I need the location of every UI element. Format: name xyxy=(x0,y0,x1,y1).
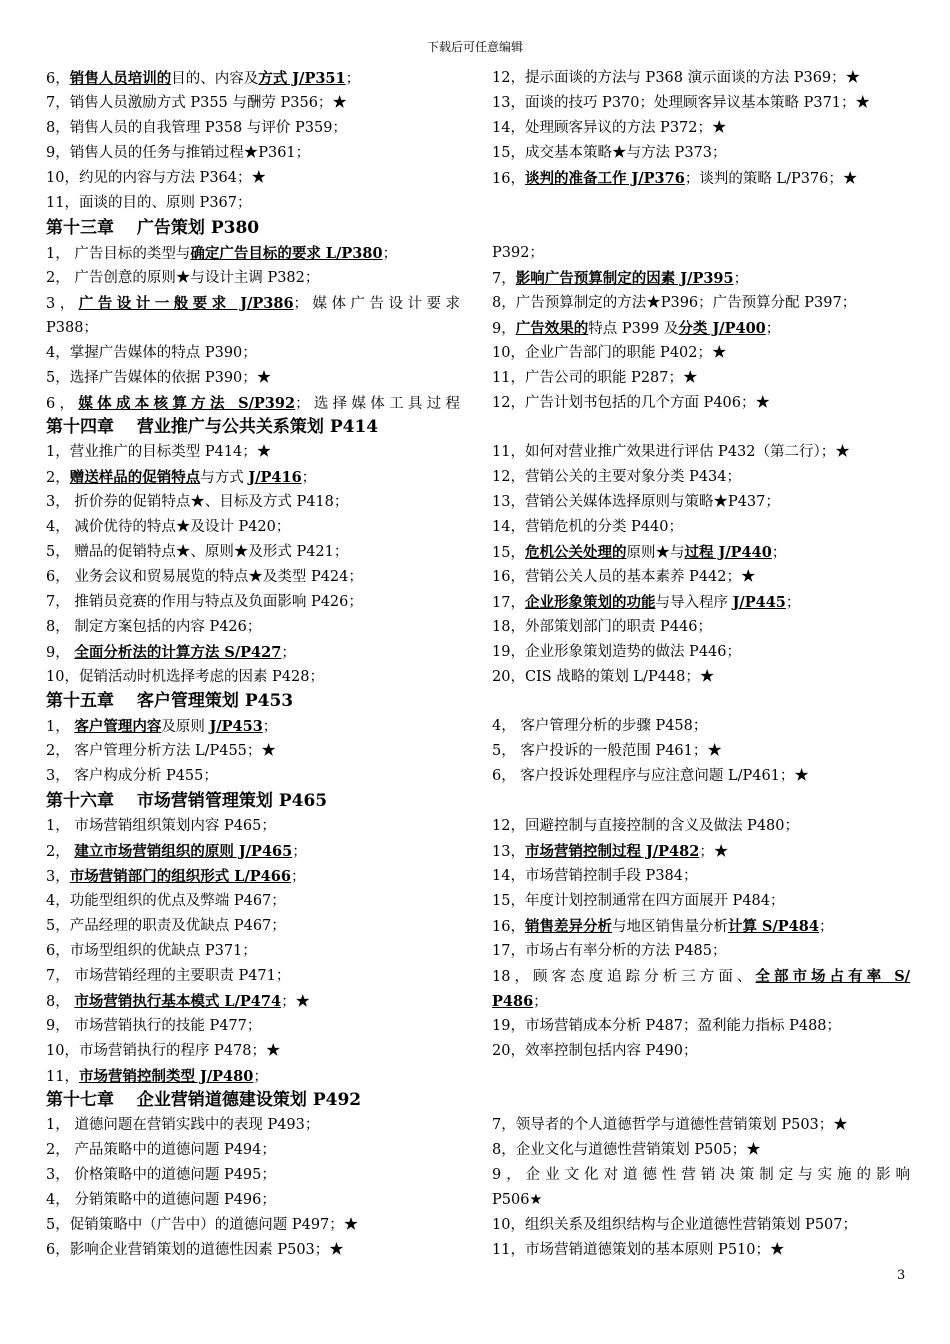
line-text: 9，销售人员的任务与推销过程★P361； xyxy=(46,145,311,161)
line-text: 3， 价格策略中的道德问题 P495； xyxy=(46,1167,276,1183)
line-text: ； xyxy=(382,246,398,262)
key-term: 建立市场营销组织的原则 J/P465 xyxy=(74,843,293,860)
line-text: 1，营业推广的目标类型 P414；★ xyxy=(46,444,272,460)
key-term: J/P453 xyxy=(209,718,263,735)
left-column-line xyxy=(46,714,460,739)
line-text: 3， xyxy=(46,869,70,885)
left-column-line xyxy=(46,1188,460,1213)
line-text: 16， xyxy=(492,919,525,935)
line-text: 1， 广告目标的类型与 xyxy=(46,246,191,262)
key-term: 分类 J/P400 xyxy=(678,320,766,337)
line-text: 7， 推销员竞赛的作用与特点及负面影响 P426； xyxy=(46,594,363,610)
line-text: 12，提示面谈的方法与 P368 演示面谈的方法 P369；★ xyxy=(492,70,861,86)
line-text: 3， 客户构成分析 P455； xyxy=(46,768,218,784)
key-term: 广告效果的 xyxy=(515,320,589,337)
line-text: 2， xyxy=(46,844,75,860)
line-text: 8，企业文化与道德性营销策划 P505；★ xyxy=(492,1142,761,1158)
line-text: 9， xyxy=(492,321,516,337)
left-column-line xyxy=(46,565,460,590)
line-text: 10，约见的内容与方法 P364；★ xyxy=(46,170,266,186)
right-column-line xyxy=(492,91,910,116)
right-column-line xyxy=(492,465,910,490)
line-text: 及原则 xyxy=(161,719,210,735)
line-text: ； xyxy=(253,1069,268,1085)
left-column-line xyxy=(46,1014,460,1039)
left-column-line xyxy=(46,939,460,964)
line-text: 18，顾客态度追踪分析三方面、 xyxy=(492,969,756,985)
line-text: 第十五章 客户管理策划 P453 xyxy=(46,691,294,711)
left-column-line xyxy=(46,590,460,615)
line-text: 2， 广告创意的原则★与设计主调 P382； xyxy=(46,270,320,286)
line-text: 8，销售人员的自我管理 P358 与评价 P359； xyxy=(46,120,347,136)
line-text: ； xyxy=(733,271,749,287)
line-text: 19，市场营销成本分析 P487；盈利能力指标 P488； xyxy=(492,1018,842,1034)
chapter-heading xyxy=(46,414,378,440)
left-column-line xyxy=(46,615,460,640)
right-column-line xyxy=(492,914,910,939)
left-column-line xyxy=(46,440,460,465)
line-text: ； xyxy=(301,470,317,486)
line-text: 与导入程序 xyxy=(655,595,733,611)
key-term: 赠送样品的促销特点 xyxy=(69,469,201,486)
line-text: 6， xyxy=(46,396,79,412)
right-column-line xyxy=(492,391,910,416)
line-text: ； xyxy=(785,595,801,611)
right-column-line xyxy=(492,540,910,565)
line-text: 原则★与 xyxy=(626,545,685,561)
left-column-line xyxy=(46,266,460,291)
line-text: 16， xyxy=(492,171,525,187)
line-text: 与方式 xyxy=(200,470,249,486)
line-text: 12，营销公关的主要对象分类 P434； xyxy=(492,469,741,485)
right-column-line xyxy=(492,1163,910,1188)
line-text: 5， 客户投诉的一般范围 P461；★ xyxy=(492,743,722,759)
line-text: 19，企业形象策划造势的做法 P446； xyxy=(492,644,741,660)
right-column-line xyxy=(492,515,910,540)
line-text: 5，产品经理的职责及优缺点 P467； xyxy=(46,918,286,934)
line-text: 16，营销公关人员的基本素养 P442；★ xyxy=(492,569,756,585)
line-text: 15，年度计划控制通常在四方面展开 P484； xyxy=(492,893,785,909)
key-term: 危机公关处理的 xyxy=(524,544,627,561)
line-text: 14，处理顾客异议的方法 P372；★ xyxy=(492,120,727,136)
key-term: 过程 J/P440 xyxy=(684,544,772,561)
right-column-line xyxy=(492,764,910,789)
line-text: 11，市场营销道德策划的基本原则 P510；★ xyxy=(492,1242,785,1258)
right-column-line xyxy=(492,1188,910,1213)
right-column-line xyxy=(492,166,910,191)
line-text: ；★ xyxy=(281,994,311,1010)
page-number: 3 xyxy=(897,1268,906,1283)
line-text: P388； xyxy=(46,320,98,336)
line-text: 6， 客户投诉处理程序与应注意问题 L/P461；★ xyxy=(492,768,809,784)
line-text: 7， 市场营销经理的主要职责 P471； xyxy=(46,968,291,984)
line-text: ； xyxy=(818,919,834,935)
line-text: 6，影响企业营销策划的道德性因素 P503；★ xyxy=(46,1242,344,1258)
right-column-line xyxy=(492,241,910,266)
key-term: 方式 J/P351 xyxy=(258,70,346,87)
left-column-line xyxy=(46,989,460,1014)
key-term: 企业形象策划的功能 xyxy=(524,594,656,611)
key-term: 广告设计一般要求 J/P386 xyxy=(78,295,294,312)
key-term: 计算 S/P484 xyxy=(727,918,819,935)
line-text: 第十三章 广告策划 P380 xyxy=(46,218,260,238)
line-text: 6， xyxy=(46,71,70,87)
right-column-line xyxy=(492,341,910,366)
line-text: ； xyxy=(281,645,296,661)
left-column-line xyxy=(46,490,460,515)
left-column-line xyxy=(46,116,460,141)
key-term: P486 xyxy=(492,993,534,1010)
right-column-line xyxy=(492,814,910,839)
key-term: 全面分析法的计算方法 S/P427 xyxy=(74,644,282,661)
line-text: 11，广告公司的职能 P287；★ xyxy=(492,370,698,386)
key-term: J/P416 xyxy=(248,469,302,486)
line-text: 8， xyxy=(46,994,75,1010)
chapter-heading xyxy=(46,1087,361,1113)
right-column-line xyxy=(492,590,910,615)
line-text: ； xyxy=(533,994,548,1010)
right-column-line xyxy=(492,1238,910,1263)
key-term: 确定广告目标的要求 L/P380 xyxy=(190,245,383,262)
right-column-line xyxy=(492,665,910,690)
key-term: 全部市场占有率 S/ xyxy=(755,968,910,985)
line-text: 7， xyxy=(492,271,516,287)
left-column-line xyxy=(46,739,460,764)
right-column-line xyxy=(492,141,910,166)
line-text: ； xyxy=(771,545,787,561)
left-column-line xyxy=(46,1213,460,1238)
line-text: ； xyxy=(292,844,307,860)
left-column-line xyxy=(46,465,460,490)
left-column-line xyxy=(46,191,460,216)
line-text: 8， 制定方案包括的内容 P426； xyxy=(46,619,262,635)
line-text: 5， 赠品的促销特点★、原则★及形式 P421； xyxy=(46,544,349,560)
left-column-line xyxy=(46,914,460,939)
line-text: 20，效率控制包括内容 P490； xyxy=(492,1043,698,1059)
line-text: 3， 折价券的促销特点★、目标及方式 P418； xyxy=(46,494,349,510)
key-term: 市场营销部门的组织形式 L/P466 xyxy=(69,868,291,885)
right-column-line xyxy=(492,1014,910,1039)
chapter-heading xyxy=(46,688,293,714)
line-text: 13，营销公关媒体选择原则与策略★P437； xyxy=(492,494,780,510)
line-text: ； xyxy=(345,71,361,87)
key-term: 客户管理内容 xyxy=(74,718,162,735)
right-column-line xyxy=(492,839,910,864)
line-text: 17， xyxy=(492,595,525,611)
line-text: 3， xyxy=(46,296,79,312)
chapter-heading xyxy=(46,788,327,814)
left-column-line xyxy=(46,66,460,91)
left-column-line xyxy=(46,1113,460,1138)
line-text: 20，CIS 战略的策划 L/P448；★ xyxy=(492,669,715,685)
line-text: 10，促销活动时机选择考虑的因素 P428； xyxy=(46,669,324,685)
right-column-line xyxy=(492,1113,910,1138)
line-text: 1， 道德问题在营销实践中的表现 P493； xyxy=(46,1117,320,1133)
line-text: 8，广告预算制定的方法★P396；广告预算分配 P397； xyxy=(492,295,857,311)
line-text: ；★ xyxy=(699,844,729,860)
left-column-line xyxy=(46,91,460,116)
left-column-line xyxy=(46,640,460,665)
key-term: 媒体成本核算方法 S/P392 xyxy=(78,395,296,412)
right-column-line xyxy=(492,266,910,291)
line-text: ； xyxy=(262,719,278,735)
right-column-line xyxy=(492,66,910,91)
line-text: 13， xyxy=(492,844,525,860)
line-text: 17，市场占有率分析的方法 P485； xyxy=(492,943,727,959)
line-text: 第十七章 企业营销道德建设策划 P492 xyxy=(46,1090,362,1110)
line-text: 10，组织关系及组织结构与企业道德性营销策划 P507； xyxy=(492,1217,857,1233)
left-column-line xyxy=(46,1238,460,1263)
right-column-line xyxy=(492,1138,910,1163)
key-term: 影响广告预算制定的因素 J/P395 xyxy=(515,270,734,287)
right-column-line xyxy=(492,316,910,341)
key-term: 市场营销控制过程 J/P482 xyxy=(524,843,700,860)
line-text: 7，领导者的个人道德哲学与道德性营销策划 P503；★ xyxy=(492,1117,848,1133)
left-column-line xyxy=(46,889,460,914)
left-column-line xyxy=(46,1138,460,1163)
right-column-line xyxy=(492,739,910,764)
line-text: 9， xyxy=(46,645,75,661)
line-text: 12，广告计划书包括的几个方面 P406；★ xyxy=(492,395,770,411)
line-text: 6，市场型组织的优缺点 P371； xyxy=(46,943,257,959)
line-text: 目的、内容及 xyxy=(171,71,259,87)
left-column-line xyxy=(46,665,460,690)
left-column-line xyxy=(46,366,460,391)
page-header: 下载后可任意编辑 xyxy=(426,40,523,54)
line-text: P506★ xyxy=(492,1192,543,1208)
left-column-line xyxy=(46,391,460,416)
left-column-line xyxy=(46,241,460,266)
left-column-line xyxy=(46,864,460,889)
right-column-line xyxy=(492,864,910,889)
line-text: P392； xyxy=(492,245,544,261)
line-text: 与地区销售量分析 xyxy=(611,919,728,935)
line-text: 2， 客户管理分析方法 L/P455；★ xyxy=(46,743,276,759)
line-text: 1， 市场营销组织策划内容 P465； xyxy=(46,818,276,834)
line-text: 5，选择广告媒体的依据 P390；★ xyxy=(46,370,272,386)
line-text: 4， 客户管理分析的步骤 P458； xyxy=(492,718,708,734)
left-column-line xyxy=(46,166,460,191)
line-text: 7，销售人员激励方式 P355 与酬劳 P356；★ xyxy=(46,95,347,111)
line-text: ；谈判的策略 L/P376；★ xyxy=(684,171,858,187)
line-text: ； xyxy=(290,869,306,885)
line-text: 11， xyxy=(46,1069,79,1085)
left-column-line xyxy=(46,964,460,989)
line-text: 特点 P399 及 xyxy=(588,321,679,337)
key-term: 谈判的准备工作 J/P376 xyxy=(524,170,685,187)
line-text: 15， xyxy=(492,545,525,561)
left-column-line xyxy=(46,814,460,839)
line-text: 15，成交基本策略★与方法 P373； xyxy=(492,145,727,161)
right-column-line xyxy=(492,640,910,665)
line-text: 12，回避控制与直接控制的含义及做法 P480； xyxy=(492,818,799,834)
right-column-line xyxy=(492,989,910,1014)
line-text: ；选择媒体工具过程 xyxy=(295,396,460,412)
right-column-line xyxy=(492,565,910,590)
left-column-line xyxy=(46,341,460,366)
right-column-line xyxy=(492,1039,910,1064)
chapter-heading xyxy=(46,215,259,241)
line-text: 9， 市场营销执行的技能 P477； xyxy=(46,1018,262,1034)
line-text: ； xyxy=(765,321,781,337)
line-text: 2， xyxy=(46,470,70,486)
left-column-line xyxy=(46,141,460,166)
line-text: 4， 减价优待的特点★及设计 P420； xyxy=(46,519,291,535)
line-text: 10，企业广告部门的职能 P402；★ xyxy=(492,345,727,361)
line-text: 4， 分销策略中的道德问题 P496； xyxy=(46,1192,276,1208)
left-column-line xyxy=(46,1064,460,1089)
key-term: 销售差异分析 xyxy=(524,918,612,935)
line-text: 13，面谈的技巧 P370；处理顾客异议基本策略 P371；★ xyxy=(492,95,871,111)
right-column-line xyxy=(492,939,910,964)
right-column-line xyxy=(492,714,910,739)
left-column-line xyxy=(46,1039,460,1064)
line-text: 11，面谈的目的、原则 P367； xyxy=(46,195,252,211)
line-text: 10，市场营销执行的程序 P478；★ xyxy=(46,1043,281,1059)
line-text: 4，掌握广告媒体的特点 P390； xyxy=(46,345,257,361)
line-text: 5，促销策略中（广告中）的道德问题 P497；★ xyxy=(46,1217,359,1233)
key-term: 市场营销执行基本模式 L/P474 xyxy=(74,993,282,1010)
left-column-line xyxy=(46,540,460,565)
right-column-line xyxy=(492,1213,910,1238)
line-text: 1， xyxy=(46,719,75,735)
right-column-line xyxy=(492,964,910,989)
right-column-line xyxy=(492,615,910,640)
key-term: 市场营销控制类型 J/P480 xyxy=(78,1068,254,1085)
line-text: 14，营销危机的分类 P440； xyxy=(492,519,683,535)
right-column-line xyxy=(492,291,910,316)
key-term: 销售人员培训的 xyxy=(69,70,172,87)
line-text: 第十四章 营业推广与公共关系策划 P414 xyxy=(46,417,379,437)
left-column-line xyxy=(46,839,460,864)
left-column-line xyxy=(46,764,460,789)
left-column-line xyxy=(46,316,460,341)
line-text: 2， 产品策略中的道德问题 P494； xyxy=(46,1142,276,1158)
line-text: 第十六章 市场营销管理策划 P465 xyxy=(46,791,328,811)
line-text: 4，功能型组织的优点及弊端 P467； xyxy=(46,893,286,909)
left-column-line xyxy=(46,291,460,316)
left-column-line xyxy=(46,1163,460,1188)
key-term: J/P445 xyxy=(732,594,786,611)
line-text: 9，企业文化对道德性营销决策制定与实施的影响 xyxy=(492,1167,910,1183)
line-text: 18，外部策划部门的职责 P446； xyxy=(492,619,712,635)
line-text: 14，市场营销控制手段 P384； xyxy=(492,868,698,884)
right-column-line xyxy=(492,889,910,914)
left-column-line xyxy=(46,515,460,540)
line-text: 11，如何对营业推广效果进行评估 P432（第二行）；★ xyxy=(492,444,850,460)
right-column-line xyxy=(492,440,910,465)
line-text: ；媒体广告设计要求 xyxy=(293,296,460,312)
line-text: 6， 业务会议和贸易展览的特点★及类型 P424； xyxy=(46,569,363,585)
right-column-line xyxy=(492,490,910,515)
right-column-line xyxy=(492,116,910,141)
right-column-line xyxy=(492,366,910,391)
